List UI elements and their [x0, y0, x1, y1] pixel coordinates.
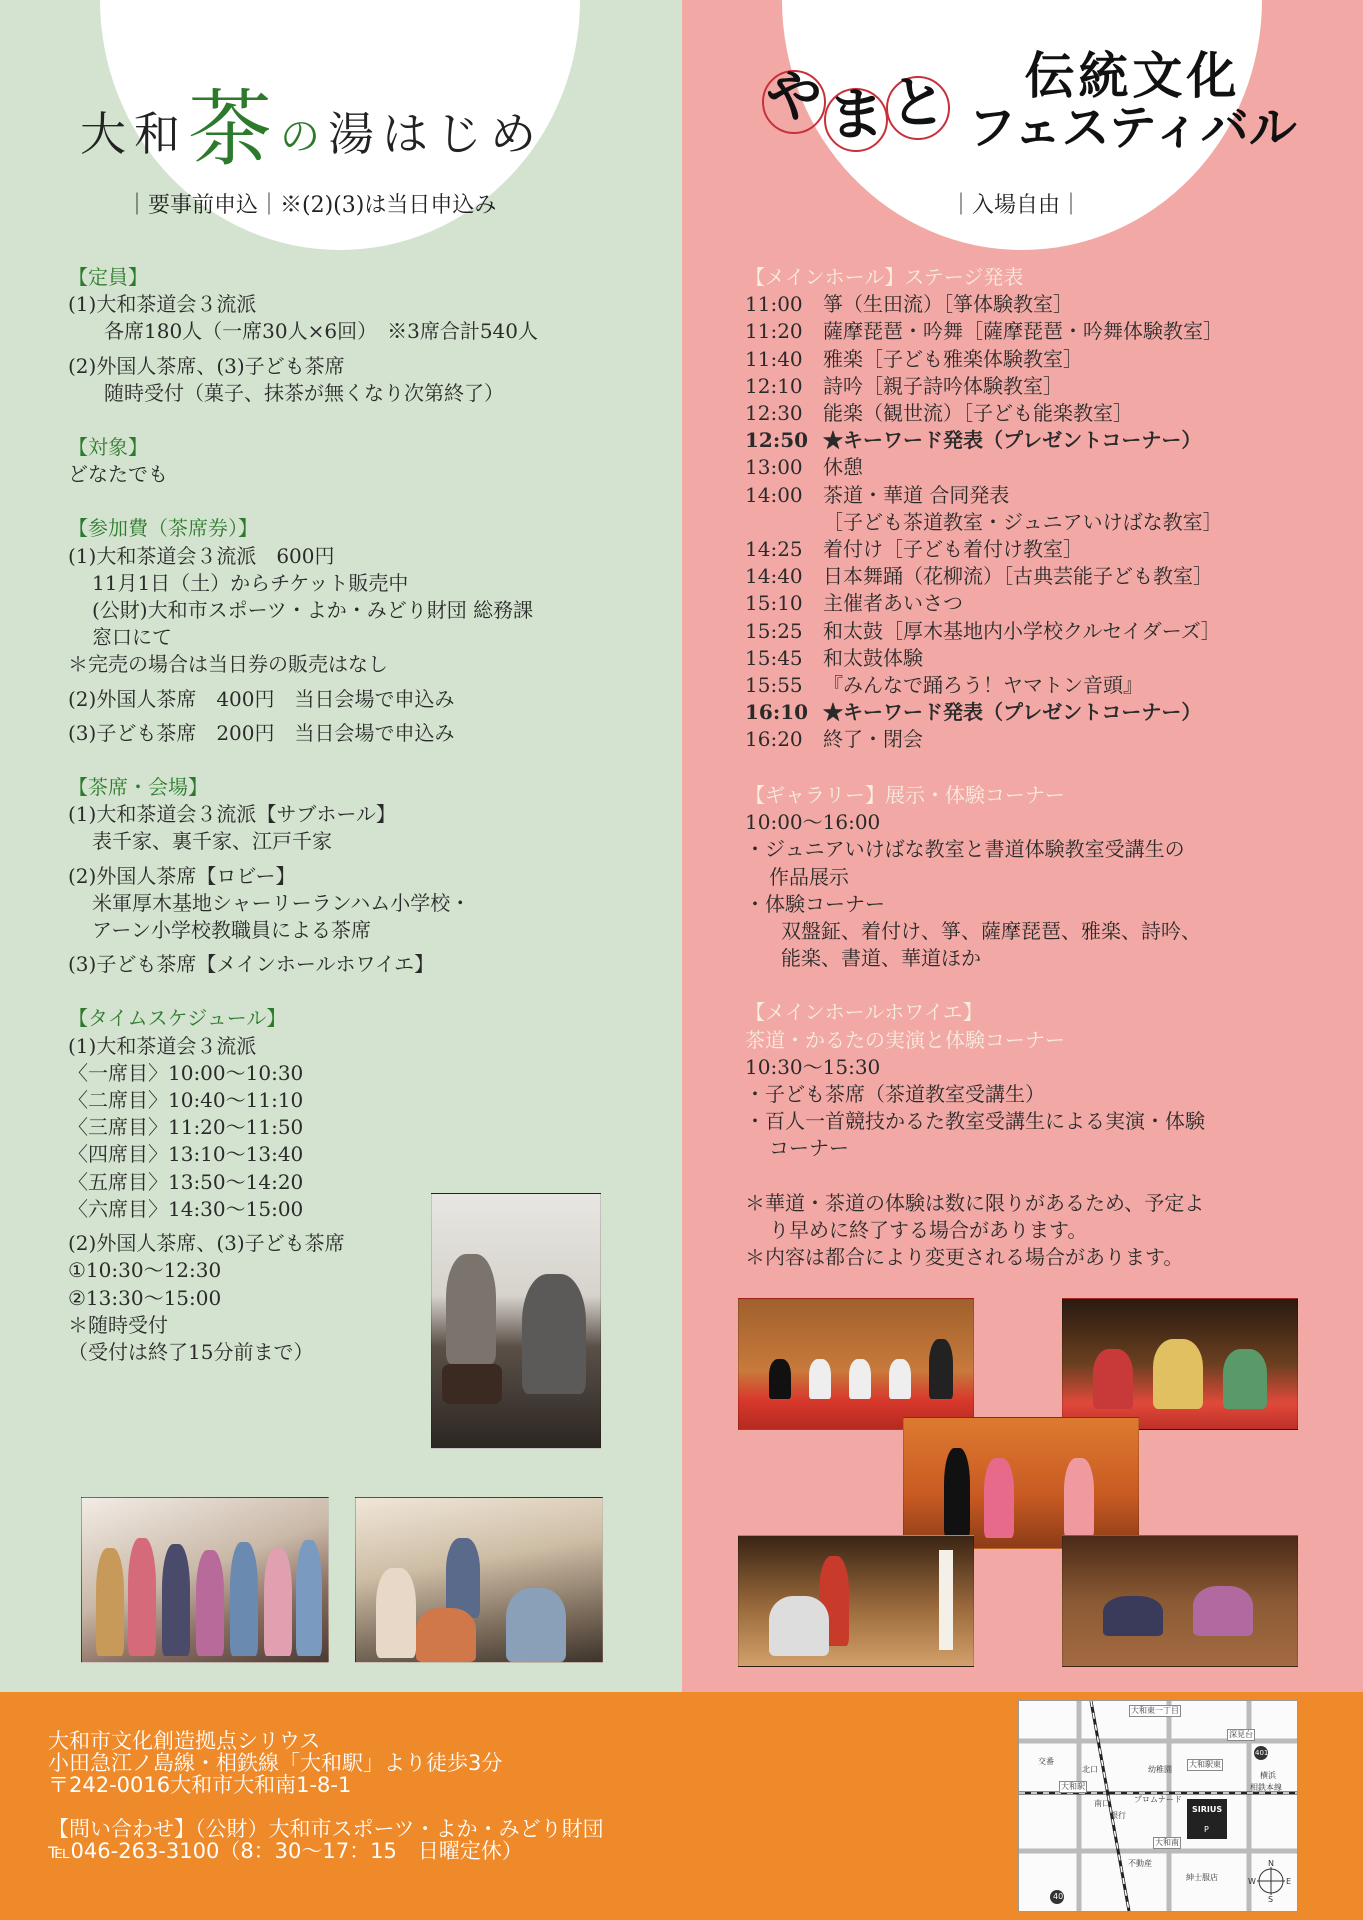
- section-heading: 【対象】: [68, 435, 148, 460]
- map-label: 横浜: [1260, 1771, 1276, 1780]
- schedule-row: [745, 427, 1223, 454]
- info-line: (2)外国人茶席 400円 当日会場で申込み: [68, 686, 455, 711]
- schedule-time: 15:10: [745, 591, 803, 616]
- info-line: 〈二席目〉10:40～11:10: [68, 1088, 304, 1113]
- info-line: アーン小学校教職員による茶席: [92, 918, 371, 943]
- info-line: ・ジュニアいけばな教室と書道体験教室受講生の: [745, 837, 1185, 862]
- compass-e: E: [1286, 1877, 1292, 1886]
- info-line: (1)大和茶道会３流派 600円: [68, 543, 335, 568]
- festival-title-line: 伝統文化: [1024, 47, 1241, 105]
- info-line: ・子ども茶席（茶道教室受講生）: [745, 1082, 1045, 1107]
- title-text: 湯はじめ: [328, 107, 545, 161]
- schedule-desc: 箏（生田流）［箏体験教室］: [823, 292, 1073, 317]
- koto-performance-photo: [738, 1298, 974, 1430]
- logo-char: や: [766, 65, 822, 130]
- section-heading: 茶道・かるたの実演と体験コーナー: [745, 1027, 1065, 1052]
- title-text: 大和: [80, 107, 188, 161]
- schedule-time: 12:50: [745, 428, 809, 453]
- title-text: の: [280, 114, 329, 160]
- info-line: 表千家、裏千家、江戸千家: [92, 829, 332, 854]
- info-line: 能楽、書道、華道ほか: [781, 946, 981, 971]
- sirius-label: SIRIUS: [1192, 1805, 1223, 1814]
- schedule-desc: 薩摩琵琶・吟舞［薩摩琵琶・吟舞体験教室］: [823, 319, 1223, 344]
- info-line: 随時受付（菓子、抹茶が無くなり次第終了）: [104, 380, 504, 405]
- compass-n: N: [1268, 1859, 1274, 1868]
- stage-heading: 【メインホール】ステージ発表: [745, 265, 1024, 289]
- schedule-time: 11:20: [745, 319, 803, 344]
- info-line: (2)外国人茶席、(3)子ども茶席: [68, 1231, 345, 1256]
- venue-info: [48, 1730, 604, 1862]
- info-line: (3)子ども茶席 200円 当日会場で申込み: [68, 720, 455, 745]
- gagaku-performance-photo: [1062, 1298, 1298, 1430]
- schedule-desc: 日本舞踊（花柳流）［古典芸能子ども教室］: [823, 564, 1213, 589]
- logo-char: ま: [828, 83, 884, 148]
- stage-schedule: [745, 264, 1223, 754]
- contact-phone: ℡046-263-3100（8：30～17：15 日曜定休）: [48, 1839, 523, 1863]
- info-line: ＊完売の場合は当日券の販売はなし: [68, 652, 388, 677]
- parking-label: P: [1204, 1825, 1209, 1834]
- section-heading: 【タイムスケジュール】: [68, 1006, 287, 1031]
- section-heading: 【ギャラリー】展示・体験コーナー: [745, 783, 1065, 807]
- map-label: 相鉄本線: [1250, 1783, 1282, 1792]
- info-line: コーナー: [769, 1136, 849, 1161]
- schedule-row: [745, 672, 1223, 699]
- schedule-time: 14:25: [745, 537, 803, 562]
- info-line: ・百人一首競技かるた教室受講生による実演・体験: [745, 1109, 1205, 1134]
- map-label: 北口: [1082, 1765, 1098, 1774]
- schedule-desc: 和太鼓体験: [823, 645, 923, 670]
- compass-s: S: [1268, 1895, 1274, 1904]
- schedule-row: [745, 318, 1223, 345]
- info-line: (3)子ども茶席【メインホールホワイエ】: [68, 952, 435, 977]
- schedule-row: [745, 699, 1223, 726]
- section-heading: 【メインホールホワイエ】: [745, 1000, 983, 1025]
- schedule-time: 15:25: [745, 618, 803, 643]
- map-label: 銀行: [1110, 1811, 1126, 1820]
- map-label: プロムナード: [1134, 1795, 1182, 1804]
- info-line: どなたでも: [68, 462, 168, 487]
- info-line: 米軍厚木基地シャーリーランハム小学校・: [92, 890, 471, 915]
- info-line: ＊内容は都合により変更される場合があります。: [745, 1245, 1184, 1270]
- festival-subtitle: ｜入場自由｜: [950, 193, 1083, 218]
- schedule-row: [745, 482, 1223, 509]
- info-line: 各席180人（一席30人×6回） ※3席合計540人: [104, 319, 539, 344]
- info-line: 〈三席目〉11:20～11:50: [68, 1115, 304, 1140]
- schedule-desc: 雅楽［子ども雅楽体験教室］: [823, 346, 1083, 371]
- festival-title-line: フェスティバル: [968, 99, 1297, 156]
- schedule-row: [745, 726, 1223, 753]
- schedule-time: 11:40: [745, 346, 803, 371]
- schedule-row: [745, 373, 1223, 400]
- map-label: 幼稚園: [1148, 1765, 1172, 1774]
- festival-title: [968, 47, 1297, 156]
- map-label: 大和駅東: [1189, 1760, 1221, 1769]
- map-label: 不動産: [1128, 1859, 1152, 1868]
- title-tea-kanji: 茶: [188, 80, 281, 178]
- schedule-desc: ［子ども茶道教室・ジュニアいけばな教室］: [823, 509, 1223, 534]
- info-line: (2)外国人茶席、(3)子ども茶席: [68, 353, 345, 378]
- info-line: ＊随時受付: [68, 1312, 168, 1337]
- schedule-desc: ★キーワード発表（プレゼントコーナー）: [823, 700, 1202, 725]
- tea-subtitle: ｜要事前申込｜※(2)(3)は当日申込み: [126, 193, 497, 218]
- info-line: (1)大和茶道会３流派: [68, 1033, 257, 1058]
- compass-w: W: [1248, 1877, 1256, 1886]
- info-line: 11月1日（土）からチケット販売中: [92, 570, 409, 595]
- schedule-row: [745, 509, 1223, 536]
- tea-ceremony-title: [80, 62, 544, 183]
- schedule-row: [745, 536, 1223, 563]
- info-line: 〈四席目〉13:10～13:40: [68, 1142, 304, 1167]
- schedule-time: 15:45: [745, 645, 803, 670]
- schedule-desc: 能楽（観世流）［子ども能楽教室］: [823, 401, 1133, 426]
- access-map: [1018, 1700, 1298, 1912]
- map-label: 深見台: [1229, 1730, 1253, 1739]
- info-line: 10:00～16:00: [745, 810, 881, 835]
- info-line: 〈六席目〉14:30～15:00: [68, 1196, 304, 1221]
- schedule-desc: 詩吟［親子詩吟体験教室］: [823, 373, 1063, 398]
- info-line: 窓口にて: [92, 625, 172, 650]
- venue-name: 大和市文化創造拠点シリウス: [48, 1729, 321, 1753]
- schedule-desc: 『みんなで踊ろう！ヤマトン音頭』: [823, 673, 1143, 698]
- schedule-row: [745, 400, 1223, 427]
- schedule-time: 15:55: [745, 673, 803, 698]
- schedule-row: [745, 563, 1223, 590]
- schedule-row: [745, 454, 1223, 481]
- schedule-desc: ★キーワード発表（プレゼントコーナー）: [823, 428, 1202, 453]
- road-number: 40: [1053, 1892, 1064, 1901]
- map-label: 大和南: [1155, 1838, 1179, 1847]
- schedule-row: [745, 291, 1223, 318]
- schedule-time: 16:20: [745, 727, 803, 752]
- schedule-desc: 主催者あいさつ: [823, 591, 963, 616]
- spacer: [48, 1796, 604, 1818]
- section-heading: 【茶席・会場】: [68, 775, 208, 800]
- info-line: 10:30～15:30: [745, 1054, 881, 1079]
- schedule-time: 11:00: [745, 292, 803, 317]
- info-line: ①10:30～12:30: [68, 1258, 222, 1283]
- info-line: (公財)大和市スポーツ・よか・みどり財団 総務課: [92, 598, 534, 623]
- map-label: 紳士服店: [1186, 1873, 1218, 1882]
- schedule-desc: 和太鼓［厚木基地内小学校クルセイダーズ］: [823, 618, 1221, 643]
- schedule-time: [745, 509, 823, 536]
- map-label: 大和駅: [1061, 1782, 1085, 1791]
- schedule-time: 12:30: [745, 401, 803, 426]
- info-line: 双盤鉦、着付け、箏、薩摩琵琶、雅楽、詩吟、: [781, 919, 1201, 944]
- map-label: 交番: [1038, 1757, 1054, 1766]
- info-line: (2)外国人茶席【ロビー】: [68, 863, 296, 888]
- map-label: 大和東一丁目: [1131, 1706, 1179, 1715]
- schedule-time: 12:10: [745, 373, 803, 398]
- info-line: 作品展示: [769, 864, 849, 889]
- kids-tea-photo: [355, 1497, 603, 1663]
- schedule-row: [745, 590, 1223, 617]
- logo-char: と: [890, 71, 946, 136]
- contact-organization: 【問い合わせ】（公財）大和市スポーツ・よか・みどり財団: [48, 1817, 604, 1841]
- venue-access: 小田急江ノ島線・相鉄線「大和駅」より徒歩3分: [48, 1751, 503, 1775]
- info-line: ・体験コーナー: [745, 891, 885, 916]
- info-line: ＊華道・茶道の体験は数に限りがあるため、予定よ: [745, 1190, 1205, 1215]
- kimono-group-photo: [81, 1497, 329, 1663]
- tea-ceremony-photo: [431, 1193, 601, 1449]
- section-heading: 【定員】: [68, 265, 148, 289]
- yamato-logo: [762, 62, 952, 148]
- schedule-row: [745, 346, 1223, 373]
- schedule-row: [745, 645, 1223, 672]
- info-line: ②13:30～15:00: [68, 1285, 222, 1310]
- schedule-desc: 休憩: [823, 455, 863, 480]
- karuta-performance-photo: [1062, 1535, 1298, 1667]
- map-label: 南口: [1094, 1799, 1110, 1808]
- festival-info-column: [745, 782, 1205, 1271]
- info-line: (1)大和茶道会３流派【サブホール】: [68, 802, 396, 827]
- schedule-time: 13:00: [745, 455, 803, 480]
- schedule-desc: 終了・閉会: [823, 727, 923, 752]
- info-line: り早めに終了する場合があります。: [769, 1217, 1088, 1242]
- info-line: 〈五席目〉13:50～14:20: [68, 1169, 304, 1194]
- noh-performance-photo: [738, 1535, 974, 1667]
- info-line: (1)大和茶道会３流派: [68, 292, 257, 317]
- venue-address: 〒242-0016大和市大和南1-8-1: [48, 1773, 352, 1797]
- schedule-time: 16:10: [745, 700, 809, 725]
- schedule-row: [745, 618, 1223, 645]
- section-heading: 【参加費（茶席券）】: [68, 516, 258, 541]
- schedule-desc: 着付け［子ども着付け教室］: [823, 537, 1083, 562]
- dance-performance-photo: [903, 1417, 1139, 1549]
- road-number: 401: [1255, 1749, 1269, 1757]
- schedule-time: 14:40: [745, 564, 803, 589]
- schedule-desc: 茶道・華道 合同発表: [823, 482, 1010, 507]
- info-line: 〈一席目〉10:00～10:30: [68, 1060, 304, 1085]
- info-line: （受付は終了15分前まで）: [68, 1339, 314, 1364]
- schedule-time: 14:00: [745, 482, 803, 507]
